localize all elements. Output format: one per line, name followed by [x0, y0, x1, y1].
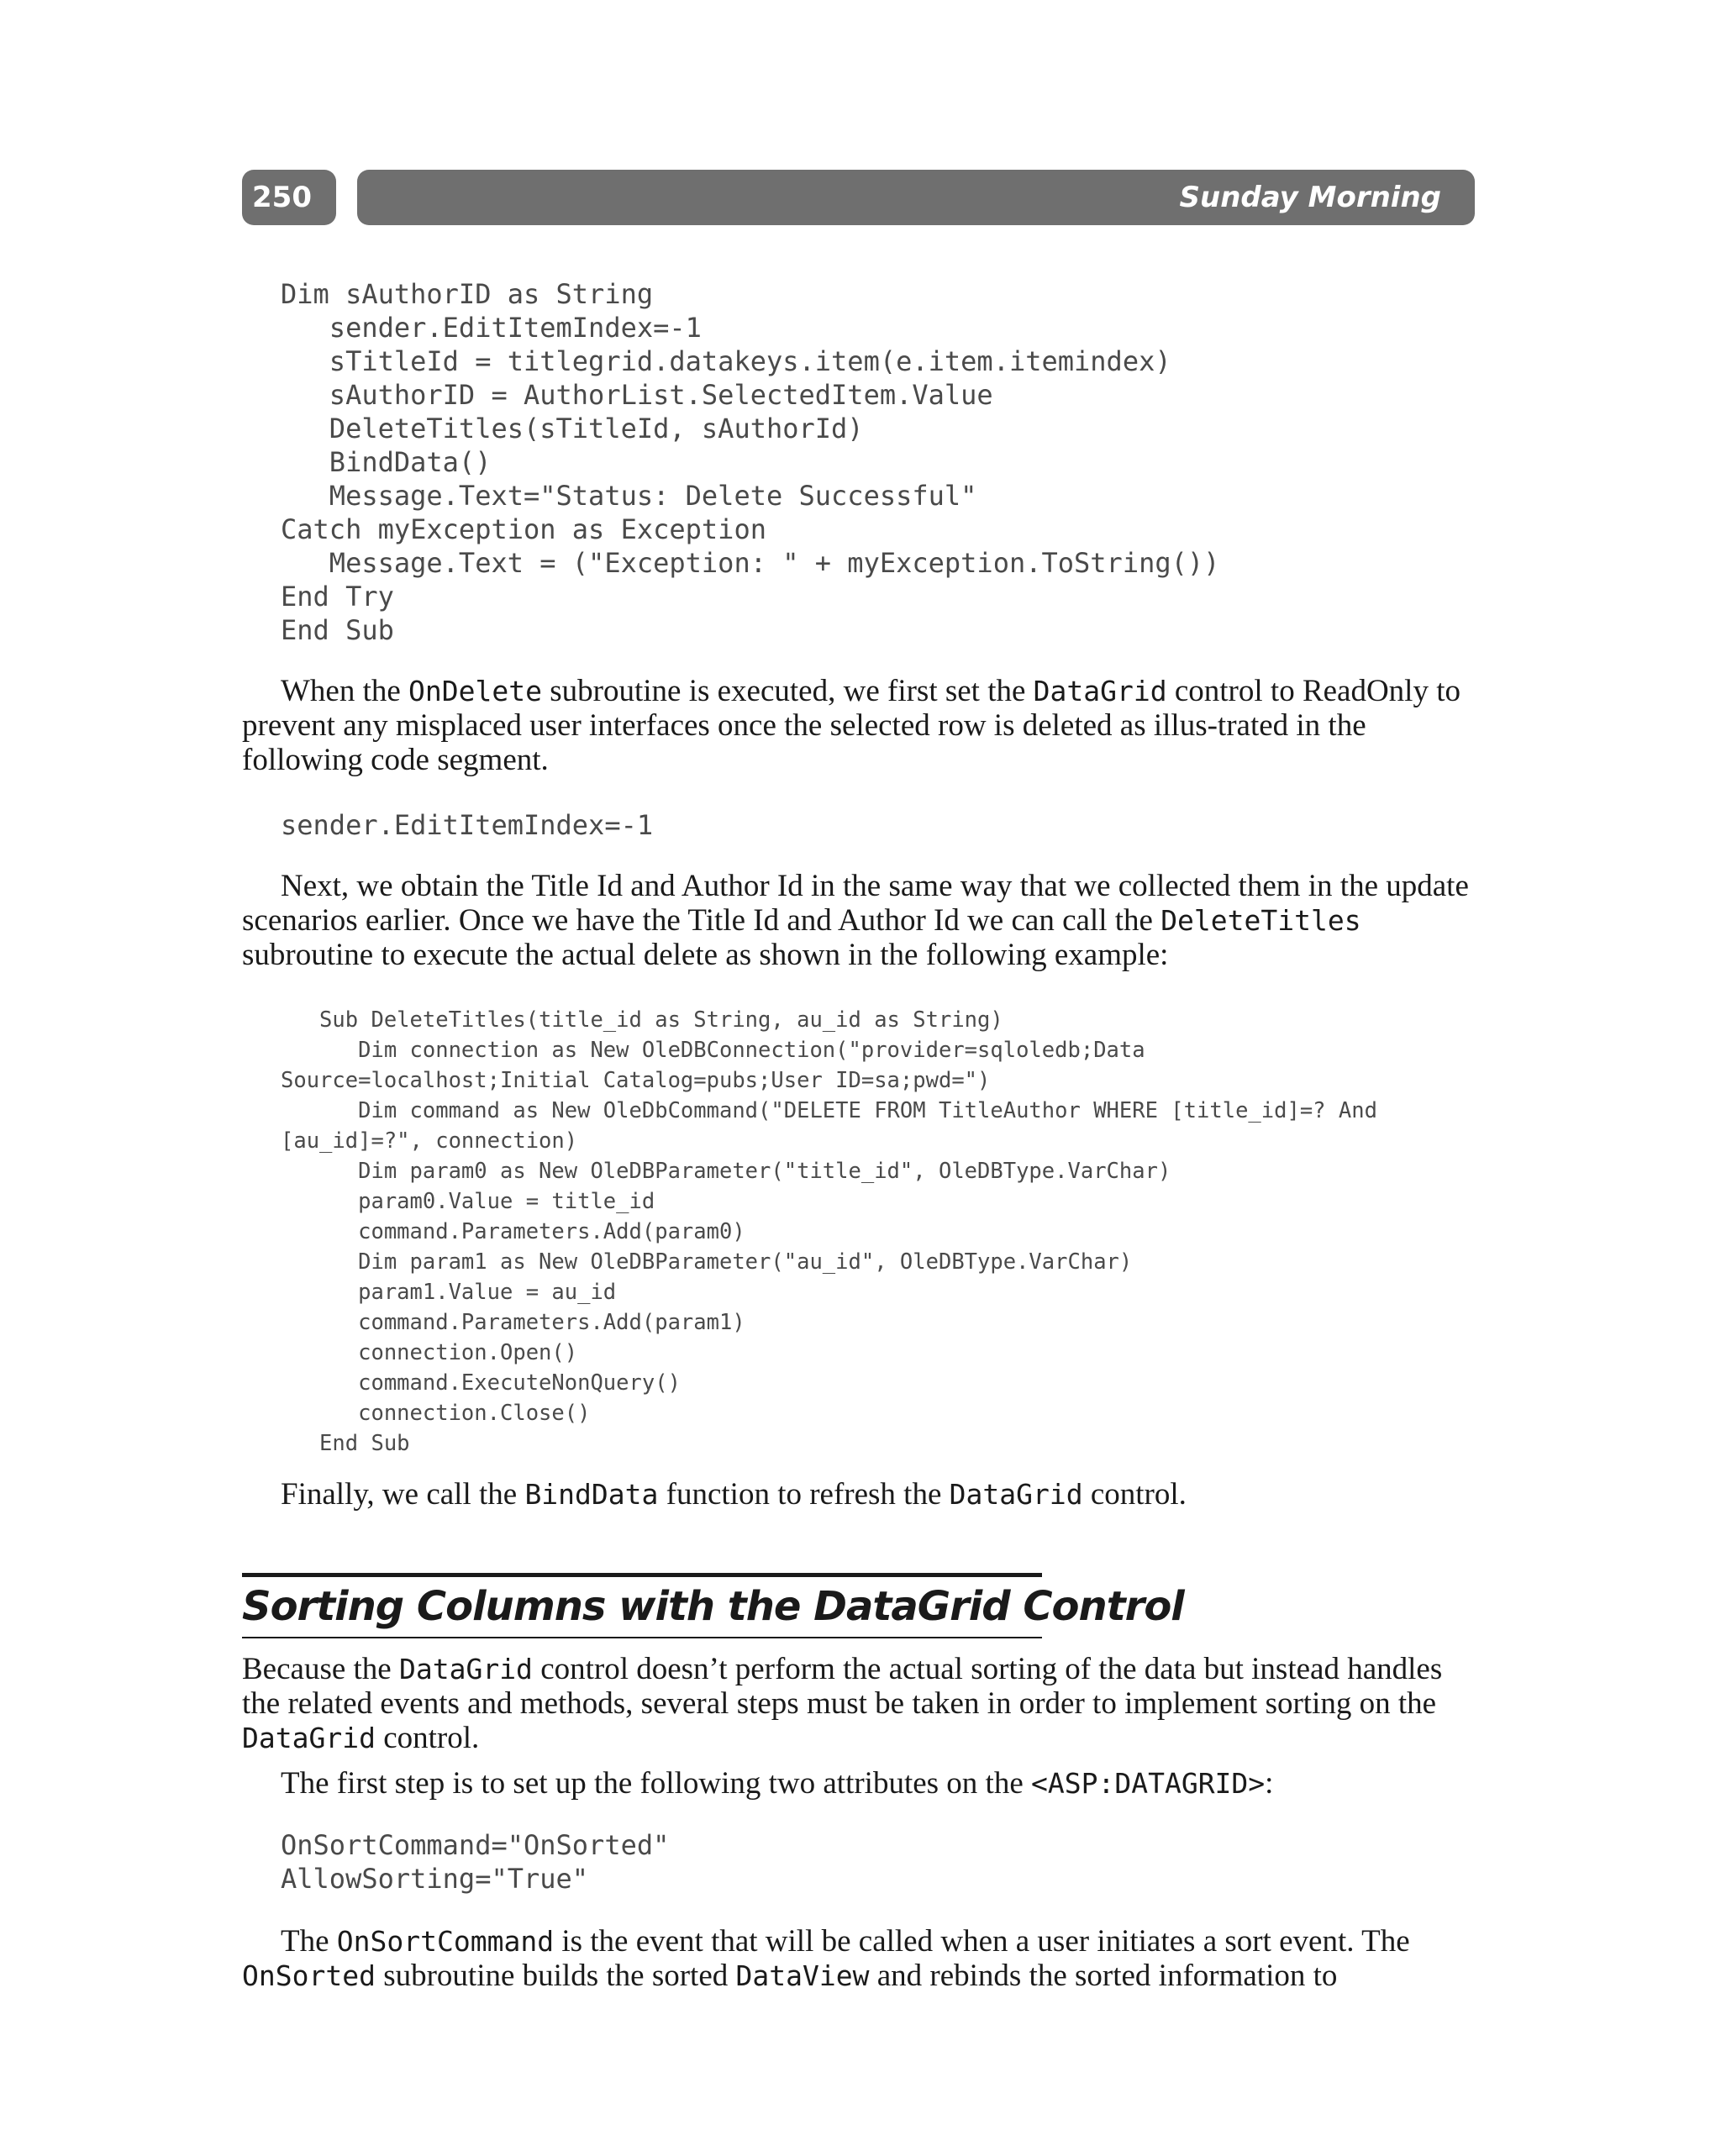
- code-block-deletetitles: Sub DeleteTitles(title_id as String, au_id as String) Dim connection as New OleDBConnection("provider=sqloledb;Data Source=localhost;Initial Catalog=pubs;User ID=sa;pwd=") Dim command as New OleDbCommand("DELETE FROM TitleAuthor WHERE [title_id]=? And [au_id]=?", connection) Dim param0 as New OleDBParameter("title_id", OleDBType.VarChar) param0.Value = title_id command.Parameters.Add(param0) Dim param1 as New OleDBParameter("au_id", OleDBType.VarChar) param1.Value = au_id command.Parameters.Add(param1) connection.Open() command.ExecuteNonQuery() connection.Close() End Sub: [281, 1007, 1377, 1456]
- inline-code: DataGrid: [949, 1478, 1083, 1511]
- code-block-edititemindex: sender.EditItemIndex=-1: [281, 809, 654, 841]
- inline-code: OnSorted: [242, 1959, 376, 1992]
- inline-code: BindData: [524, 1478, 659, 1511]
- inline-code: OnSortCommand: [336, 1925, 555, 1958]
- section-heading: Sorting Columns with the DataGrid Control: [242, 1583, 1184, 1630]
- inline-code: DataView: [735, 1959, 870, 1992]
- inline-code: <ASP:DATAGRID>: [1031, 1767, 1266, 1800]
- paragraph-onsortcommand: The OnSortCommand is the event that will be called when a user initiates a sort event. The OnSorted subroutine builds the sorted DataView and rebinds the sorted information to: [242, 1924, 1410, 1993]
- paragraph-finally: Finally, we call the BindData function to refresh the DataGrid control.: [281, 1477, 1187, 1512]
- inline-code: DataGrid: [1033, 675, 1167, 707]
- section-rule-top: [242, 1573, 1042, 1577]
- paragraph-first-step: The first step is to set up the following two attributes on the <ASP:DATAGRID>:: [281, 1766, 1274, 1801]
- inline-code: DataGrid: [242, 1722, 376, 1754]
- paragraph-because: Because the DataGrid control doesn’t perform the actual sorting of the data but instead handles the related events and methods, several steps must be taken in order to implement sorting on the DataGrid control.: [242, 1652, 1443, 1755]
- inline-code: DeleteTitles: [1160, 904, 1361, 937]
- paragraph-ondelete: When the OnDelete subroutine is executed, we first set the DataGrid control to ReadOnly to prevent any misplaced user interfaces once the selected row is deleted as illus-trated in the following code segment.: [242, 674, 1460, 777]
- inline-code: OnDelete: [408, 675, 542, 707]
- running-header: Sunday Morning: [357, 170, 1475, 225]
- code-block-attributes: OnSortCommand="OnSorted" AllowSorting="True": [281, 1829, 670, 1895]
- page-number: 250: [242, 170, 336, 225]
- paragraph-next: Next, we obtain the Title Id and Author Id in the same way that we collected them in the update scenarios earlier. Once we have the Title Id and Author Id we can call the DeleteTitles subroutine to execute the actual delete as shown in the following example:: [242, 869, 1469, 972]
- section-rule-bottom: [242, 1637, 1042, 1638]
- code-block-try-catch: Dim sAuthorID as String sender.EditItemIndex=-1 sTitleId = titlegrid.datakeys.item(e.item.itemindex) sAuthorID = AuthorList.SelectedItem.Value DeleteTitles(sTitleId, sAuthorId) BindData() Message.Text="Status: Delete Successful" Catch myException as Exception Message.Text = ("Exception: " + myException.ToString()) End Try End Sub: [281, 278, 1220, 646]
- inline-code: DataGrid: [398, 1653, 533, 1685]
